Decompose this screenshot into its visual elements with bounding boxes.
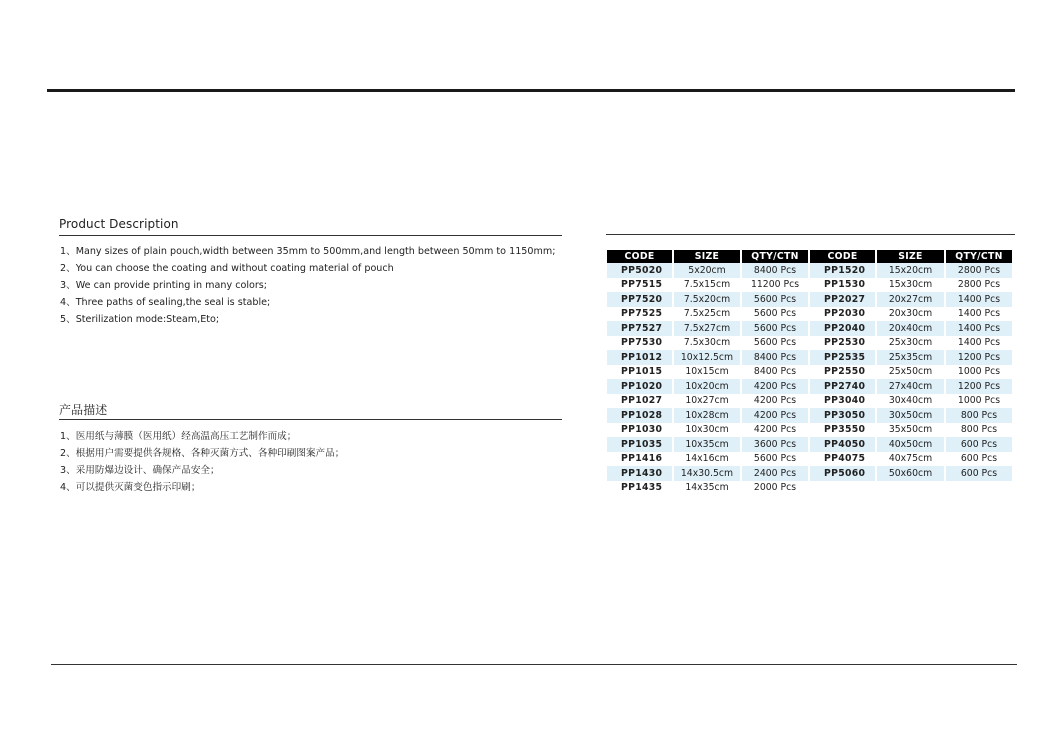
table-cell-size: 7.5x15cm: [674, 278, 740, 293]
table-cell-code: PP5060: [810, 466, 875, 481]
table-cell-qty: 5600 Pcs: [742, 336, 808, 351]
table-cell-code: PP7520: [607, 292, 672, 307]
table-cell-size: 30x40cm: [877, 394, 944, 409]
table-cell-size: 7.5x20cm: [674, 292, 740, 307]
product-code-table: [605, 250, 1014, 495]
table-cell-qty: 1000 Pcs: [946, 394, 1012, 409]
table-row: [607, 292, 1012, 307]
cn-description-divider: [59, 419, 562, 420]
list-item: 4、Three paths of sealing,the seal is stable;: [60, 297, 271, 308]
table-cell-qty: [946, 481, 1012, 496]
table-row: [607, 452, 1012, 467]
table-cell-code: PP2040: [810, 321, 875, 336]
table-cell-size: 7.5x30cm: [674, 336, 740, 351]
table-row: [607, 408, 1012, 423]
table-cell-size: 10x20cm: [674, 379, 740, 394]
table-cell-code: PP2740: [810, 379, 875, 394]
table-row: [607, 466, 1012, 481]
table-cell-code: PP4050: [810, 437, 875, 452]
table-cell-size: 10x28cm: [674, 408, 740, 423]
table-cell-qty: 2800 Pcs: [946, 263, 1012, 278]
table-cell-code: PP2027: [810, 292, 875, 307]
table-cell-qty: 8400 Pcs: [742, 350, 808, 365]
table-cell-qty: 5600 Pcs: [742, 292, 808, 307]
table-cell-size: 40x75cm: [877, 452, 944, 467]
table-cell-size: 25x30cm: [877, 336, 944, 351]
table-cell-code: PP1015: [607, 365, 672, 380]
column-header-code: CODE: [607, 250, 672, 263]
table-row: [607, 350, 1012, 365]
table-cell-qty: 2400 Pcs: [742, 466, 808, 481]
table-cell-code: PP1027: [607, 394, 672, 409]
table-cell-qty: 1000 Pcs: [946, 365, 1012, 380]
table-cell-qty: 4200 Pcs: [742, 408, 808, 423]
table-cell-size: 14x16cm: [674, 452, 740, 467]
table-row: [607, 278, 1012, 293]
table-cell-code: PP1530: [810, 278, 875, 293]
table-cell-size: 14x30.5cm: [674, 466, 740, 481]
table-cell-size: 10x12.5cm: [674, 350, 740, 365]
table-cell-size: 15x20cm: [877, 263, 944, 278]
table-cell-qty: 800 Pcs: [946, 423, 1012, 438]
table-cell-code: PP4075: [810, 452, 875, 467]
cn-description-title: 产品描述: [59, 403, 108, 417]
table-cell-qty: 1200 Pcs: [946, 350, 1012, 365]
table-cell-code: PP2535: [810, 350, 875, 365]
table-cell-size: 10x15cm: [674, 365, 740, 380]
table-header-row: [607, 250, 1012, 263]
table-cell-code: PP1430: [607, 466, 672, 481]
list-item: 3、We can provide printing in many colors;: [60, 280, 268, 291]
table-cell-size: 20x40cm: [877, 321, 944, 336]
table-row: [607, 423, 1012, 438]
column-header-code: CODE: [810, 250, 875, 263]
table-cell-code: PP1035: [607, 437, 672, 452]
table-cell-qty: 600 Pcs: [946, 452, 1012, 467]
table-cell-size: 5x20cm: [674, 263, 740, 278]
table-cell-qty: 8400 Pcs: [742, 365, 808, 380]
table-cell-qty: 4200 Pcs: [742, 423, 808, 438]
table-cell-code: PP7515: [607, 278, 672, 293]
table-cell-code: PP1020: [607, 379, 672, 394]
table-cell-qty: 1200 Pcs: [946, 379, 1012, 394]
table-cell-size: 20x27cm: [877, 292, 944, 307]
list-item: 2、You can choose the coating and without coating material of pouch: [60, 263, 394, 274]
table-cell-code: PP3050: [810, 408, 875, 423]
product-description-divider: [59, 235, 562, 236]
top-divider: [47, 89, 1015, 92]
table-cell-qty: 1400 Pcs: [946, 336, 1012, 351]
table-cell-size: 50x60cm: [877, 466, 944, 481]
column-header-size: SIZE: [674, 250, 740, 263]
table-cell-code: PP1435: [607, 481, 672, 496]
list-item: 2、根据用户需要提供各规格、各种灭菌方式、各种印刷图案产品；: [60, 448, 345, 459]
table-cell-code: PP1028: [607, 408, 672, 423]
table-row: [607, 394, 1012, 409]
table-body: [607, 263, 1012, 495]
table-cell-qty: 800 Pcs: [946, 408, 1012, 423]
table-cell-qty: 8400 Pcs: [742, 263, 808, 278]
table-cell-code: PP1416: [607, 452, 672, 467]
list-item: 3、采用防爆边设计、确保产品安全；: [60, 465, 220, 476]
product-description-title: Product Description: [59, 217, 179, 231]
table-cell-qty: 4200 Pcs: [742, 379, 808, 394]
list-item: 1、医用纸与薄膜（医用纸）经高温高压工艺制作而成；: [60, 431, 297, 442]
table-row: [607, 365, 1012, 380]
table-cell-code: PP5020: [607, 263, 672, 278]
table-cell-size: 20x30cm: [877, 307, 944, 322]
table-cell-qty: 600 Pcs: [946, 437, 1012, 452]
table-cell-size: 15x30cm: [877, 278, 944, 293]
table-cell-size: 25x50cm: [877, 365, 944, 380]
table-cell-qty: 3600 Pcs: [742, 437, 808, 452]
table-cell-code: PP3550: [810, 423, 875, 438]
table-cell-code: PP3040: [810, 394, 875, 409]
table-cell-size: 10x35cm: [674, 437, 740, 452]
table-cell-code: PP1030: [607, 423, 672, 438]
table-row: [607, 336, 1012, 351]
table-cell-code: PP1520: [810, 263, 875, 278]
table-cell-size: 30x50cm: [877, 408, 944, 423]
table-cell-qty: 4200 Pcs: [742, 394, 808, 409]
table-cell-qty: 5600 Pcs: [742, 452, 808, 467]
table-row: [607, 307, 1012, 322]
table-cell-qty: 2000 Pcs: [742, 481, 808, 496]
bottom-divider: [51, 664, 1017, 665]
table-cell-code: PP1012: [607, 350, 672, 365]
table-cell-qty: 600 Pcs: [946, 466, 1012, 481]
product-description-list: [60, 243, 555, 328]
table-cell-code: PP7525: [607, 307, 672, 322]
table-cell-qty: 1400 Pcs: [946, 307, 1012, 322]
table-cell-size: 7.5x27cm: [674, 321, 740, 336]
table-row: [607, 321, 1012, 336]
table-row: [607, 481, 1012, 496]
table-cell-qty: 1400 Pcs: [946, 321, 1012, 336]
table-row: [607, 263, 1012, 278]
table-cell-size: 25x35cm: [877, 350, 944, 365]
table-cell-code: PP2550: [810, 365, 875, 380]
column-header-size: SIZE: [877, 250, 944, 263]
table-cell-code: PP7527: [607, 321, 672, 336]
column-header-qty: QTY/CTN: [742, 250, 808, 263]
table-cell-qty: 5600 Pcs: [742, 307, 808, 322]
table-cell-code: PP7530: [607, 336, 672, 351]
table-cell-size: 27x40cm: [877, 379, 944, 394]
table-cell-size: 35x50cm: [877, 423, 944, 438]
table-cell-size: 7.5x25cm: [674, 307, 740, 322]
table-row: [607, 379, 1012, 394]
table-row: [607, 437, 1012, 452]
list-item: 1、Many sizes of plain pouch,width between 35mm to 500mm,and length between 50mm to 1150mm;: [60, 246, 556, 257]
column-header-qty: QTY/CTN: [946, 250, 1012, 263]
table-cell-size: 10x27cm: [674, 394, 740, 409]
table-cell-qty: 11200 Pcs: [742, 278, 808, 293]
list-item: 4、可以提供灭菌变色指示印刷；: [60, 482, 201, 493]
table-cell-qty: 5600 Pcs: [742, 321, 808, 336]
table-cell-code: PP2030: [810, 307, 875, 322]
table-cell-qty: 2800 Pcs: [946, 278, 1012, 293]
table-cell-code: PP2530: [810, 336, 875, 351]
table-cell-size: 40x50cm: [877, 437, 944, 452]
table-cell-size: 10x30cm: [674, 423, 740, 438]
table-cell-qty: 1400 Pcs: [946, 292, 1012, 307]
table-cell-code: [810, 481, 875, 496]
table-cell-size: 14x35cm: [674, 481, 740, 496]
table-divider: [606, 234, 1015, 235]
table-cell-size: [877, 481, 944, 496]
list-item: 5、Sterilization mode:Steam,Eto;: [60, 314, 220, 325]
cn-description-list: [60, 428, 344, 496]
